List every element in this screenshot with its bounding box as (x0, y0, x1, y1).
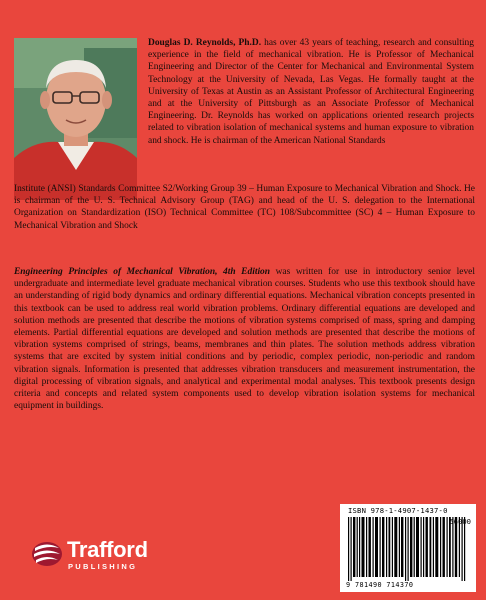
author-bio-continued: Institute (ANSI) Standards Committee S2/Working Group 39 – Human Exposure to Mechanical Vibration and Shock. He is chairman of the U. S. Technical Advisory Group (TAG) and head of the U. S. delegation to the International Organization on Standardization (ISO) Technical Committee (TC) 108/Subcommittee (SC) 4 – Human Exposure to Mechanical Vibration and Shock (14, 184, 475, 231)
price-code: 56000 (449, 517, 471, 526)
author-bio (148, 37, 474, 147)
barcode (340, 504, 476, 592)
barcode-number: 9 781490 714370 (346, 581, 414, 589)
author-name: Douglas D. Reynolds, Ph.D. (148, 38, 262, 48)
barcode-bars (346, 517, 470, 581)
book-description-text: was written for use in introductory senior level undergraduate and intermediate level graduate mechanical vibration courses. Students who use this textbook should have an understanding of rigid body dynamics and ordinary differential equations. Mechanical vibration concepts presented in this textbook can be used to address real world vibration problems. Ordinary differential equations are developed and solution methods are presented that describe the motions of vibration systems comprised of mass, spring and damping elements. Partial differential equations are developed and solution methods are presented that describe the motions of vibration systems comprised of strings, beams, membranes and thin plates. The solution methods address vibration systems that are excited by system initial conditions and by periodic, complex periodic, non-periodic and random vibration signals. Information is presented that addresses vibration transducers and measurement instrumentation, the digital processing of vibration signals, and analytical and experimental modal analyses. This textbook presents design criteria and concepts and related system components used to develop vibration isolation systems for mechanical equipment in buildings. (14, 267, 475, 412)
publisher-name: Trafford (67, 537, 148, 562)
book-description (14, 266, 475, 412)
book-title: Engineering Principles of Mechanical Vibration, 4th Edition (14, 267, 271, 277)
author-bio-lead: has over 43 years of teaching, research and consulting experience in the field of mechanical vibration. He is Professor of Mechanical Engineering and Director of the Center for Mechanical and Environmental System Technology at the University of Nevada, Las Vegas. He formally taught at the University of Texas at Austin as an Assistant Professor of Architectural Engineering and at the University of Pittsburgh as an Associate Professor of Mechanical Engineering. Dr. Reynolds has worked on applications oriented research projects related to vibration isolation of mechanical systems and human exposure to vibration and shock. He is chairman of the American National Standards (148, 38, 474, 146)
author-photo (14, 38, 137, 200)
isbn-text: ISBN 978-1-4907-1437-0 (348, 506, 448, 515)
publisher-subtitle: PUBLISHING (68, 562, 138, 571)
publisher-logo (30, 535, 180, 577)
trafford-mark-icon (30, 539, 64, 569)
